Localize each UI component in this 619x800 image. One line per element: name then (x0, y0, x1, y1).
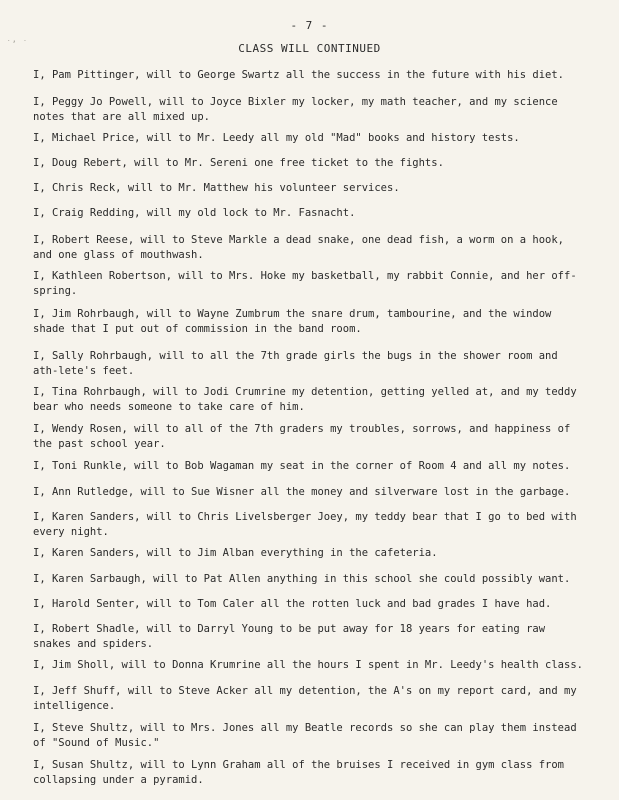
will-entry: I, Michael Price, will to Mr. Leedy all my old "Mad" books and history tests. (33, 132, 520, 144)
will-entry: I, Toni Runkle, will to Bob Wagaman my seat in the corner of Room 4 and all my notes. (33, 460, 571, 472)
will-entry: I, Sally Rohrbaugh, will to all the 7th grade girls the bugs in the shower room and ath-lete's feet. (33, 350, 558, 377)
will-entry: I, Peggy Jo Powell, will to Joyce Bixler my locker, my math teacher, and my science notes that are all mixed up. (33, 96, 558, 123)
will-entry: I, Kathleen Robertson, will to Mrs. Hoke my basketball, my rabbit Connie, and her off-spring. (33, 270, 577, 297)
will-entry: I, Karen Sanders, will to Jim Alban everything in the cafeteria. (33, 547, 438, 559)
will-entry: I, Ann Rutledge, will to Sue Wisner all the money and silverware lost in the garbage. (33, 486, 571, 498)
will-entry: I, Harold Senter, will to Tom Caler all the rotten luck and bad grades I have had. (33, 598, 552, 610)
will-entry: I, Jim Rohrbaugh, will to Wayne Zumbrum the snare drum, tambourine, and the window shade that I put out of commission in the band room. (33, 308, 552, 335)
will-entry: I, Pam Pittinger, will to George Swartz all the success in the future with his diet. (33, 69, 565, 81)
will-entry: I, Wendy Rosen, will to all of the 7th graders my troubles, sorrows, and happiness of the past school year. (33, 423, 571, 450)
will-entry: I, Karen Sanders, will to Chris Livelsberger Joey, my teddy bear that I go to bed with every night. (33, 511, 577, 538)
will-entry: I, Jim Sholl, will to Donna Krumrine all the hours I spent in Mr. Leedy's health class. (33, 659, 583, 671)
will-entry: I, Karen Sarbaugh, will to Pat Allen anything in this school she could possibly want. (33, 573, 571, 585)
page-number: - 7 - (290, 19, 329, 32)
will-entry: I, Jeff Shuff, will to Steve Acker all my detention, the A's on my report card, and my intelligence. (33, 685, 577, 712)
will-entry: I, Tina Rohrbaugh, will to Jodi Crumrine my detention, getting yelled at, and my teddy bear who needs someone to take care of him. (33, 386, 577, 413)
will-entry: I, Chris Reck, will to Mr. Matthew his volunteer services. (33, 182, 400, 194)
will-entry: I, Susan Shultz, will to Lynn Graham all of the bruises I received in gym class from collapsing under a pyramid. (33, 759, 565, 786)
will-entry: I, Robert Shadle, will to Darryl Young to be put away for 18 years for eating raw snakes and spiders. (33, 623, 546, 650)
will-entry: I, Steve Shultz, will to Mrs. Jones all my Beatle records so she can play them instead of "Sound of Music." (33, 722, 577, 749)
page-heading: CLASS WILL CONTINUED (238, 42, 381, 55)
will-entry: I, Craig Redding, will my old lock to Mr. Fasnacht. (33, 207, 356, 219)
will-entry: I, Doug Rebert, will to Mr. Sereni one free ticket to the fights. (33, 157, 444, 169)
will-entry: I, Robert Reese, will to Steve Markle a dead snake, one dead fish, a worm on a hook, and one glass of mouthwash. (33, 234, 565, 261)
margin-marks: ˙ʼ ˙ (6, 40, 28, 50)
